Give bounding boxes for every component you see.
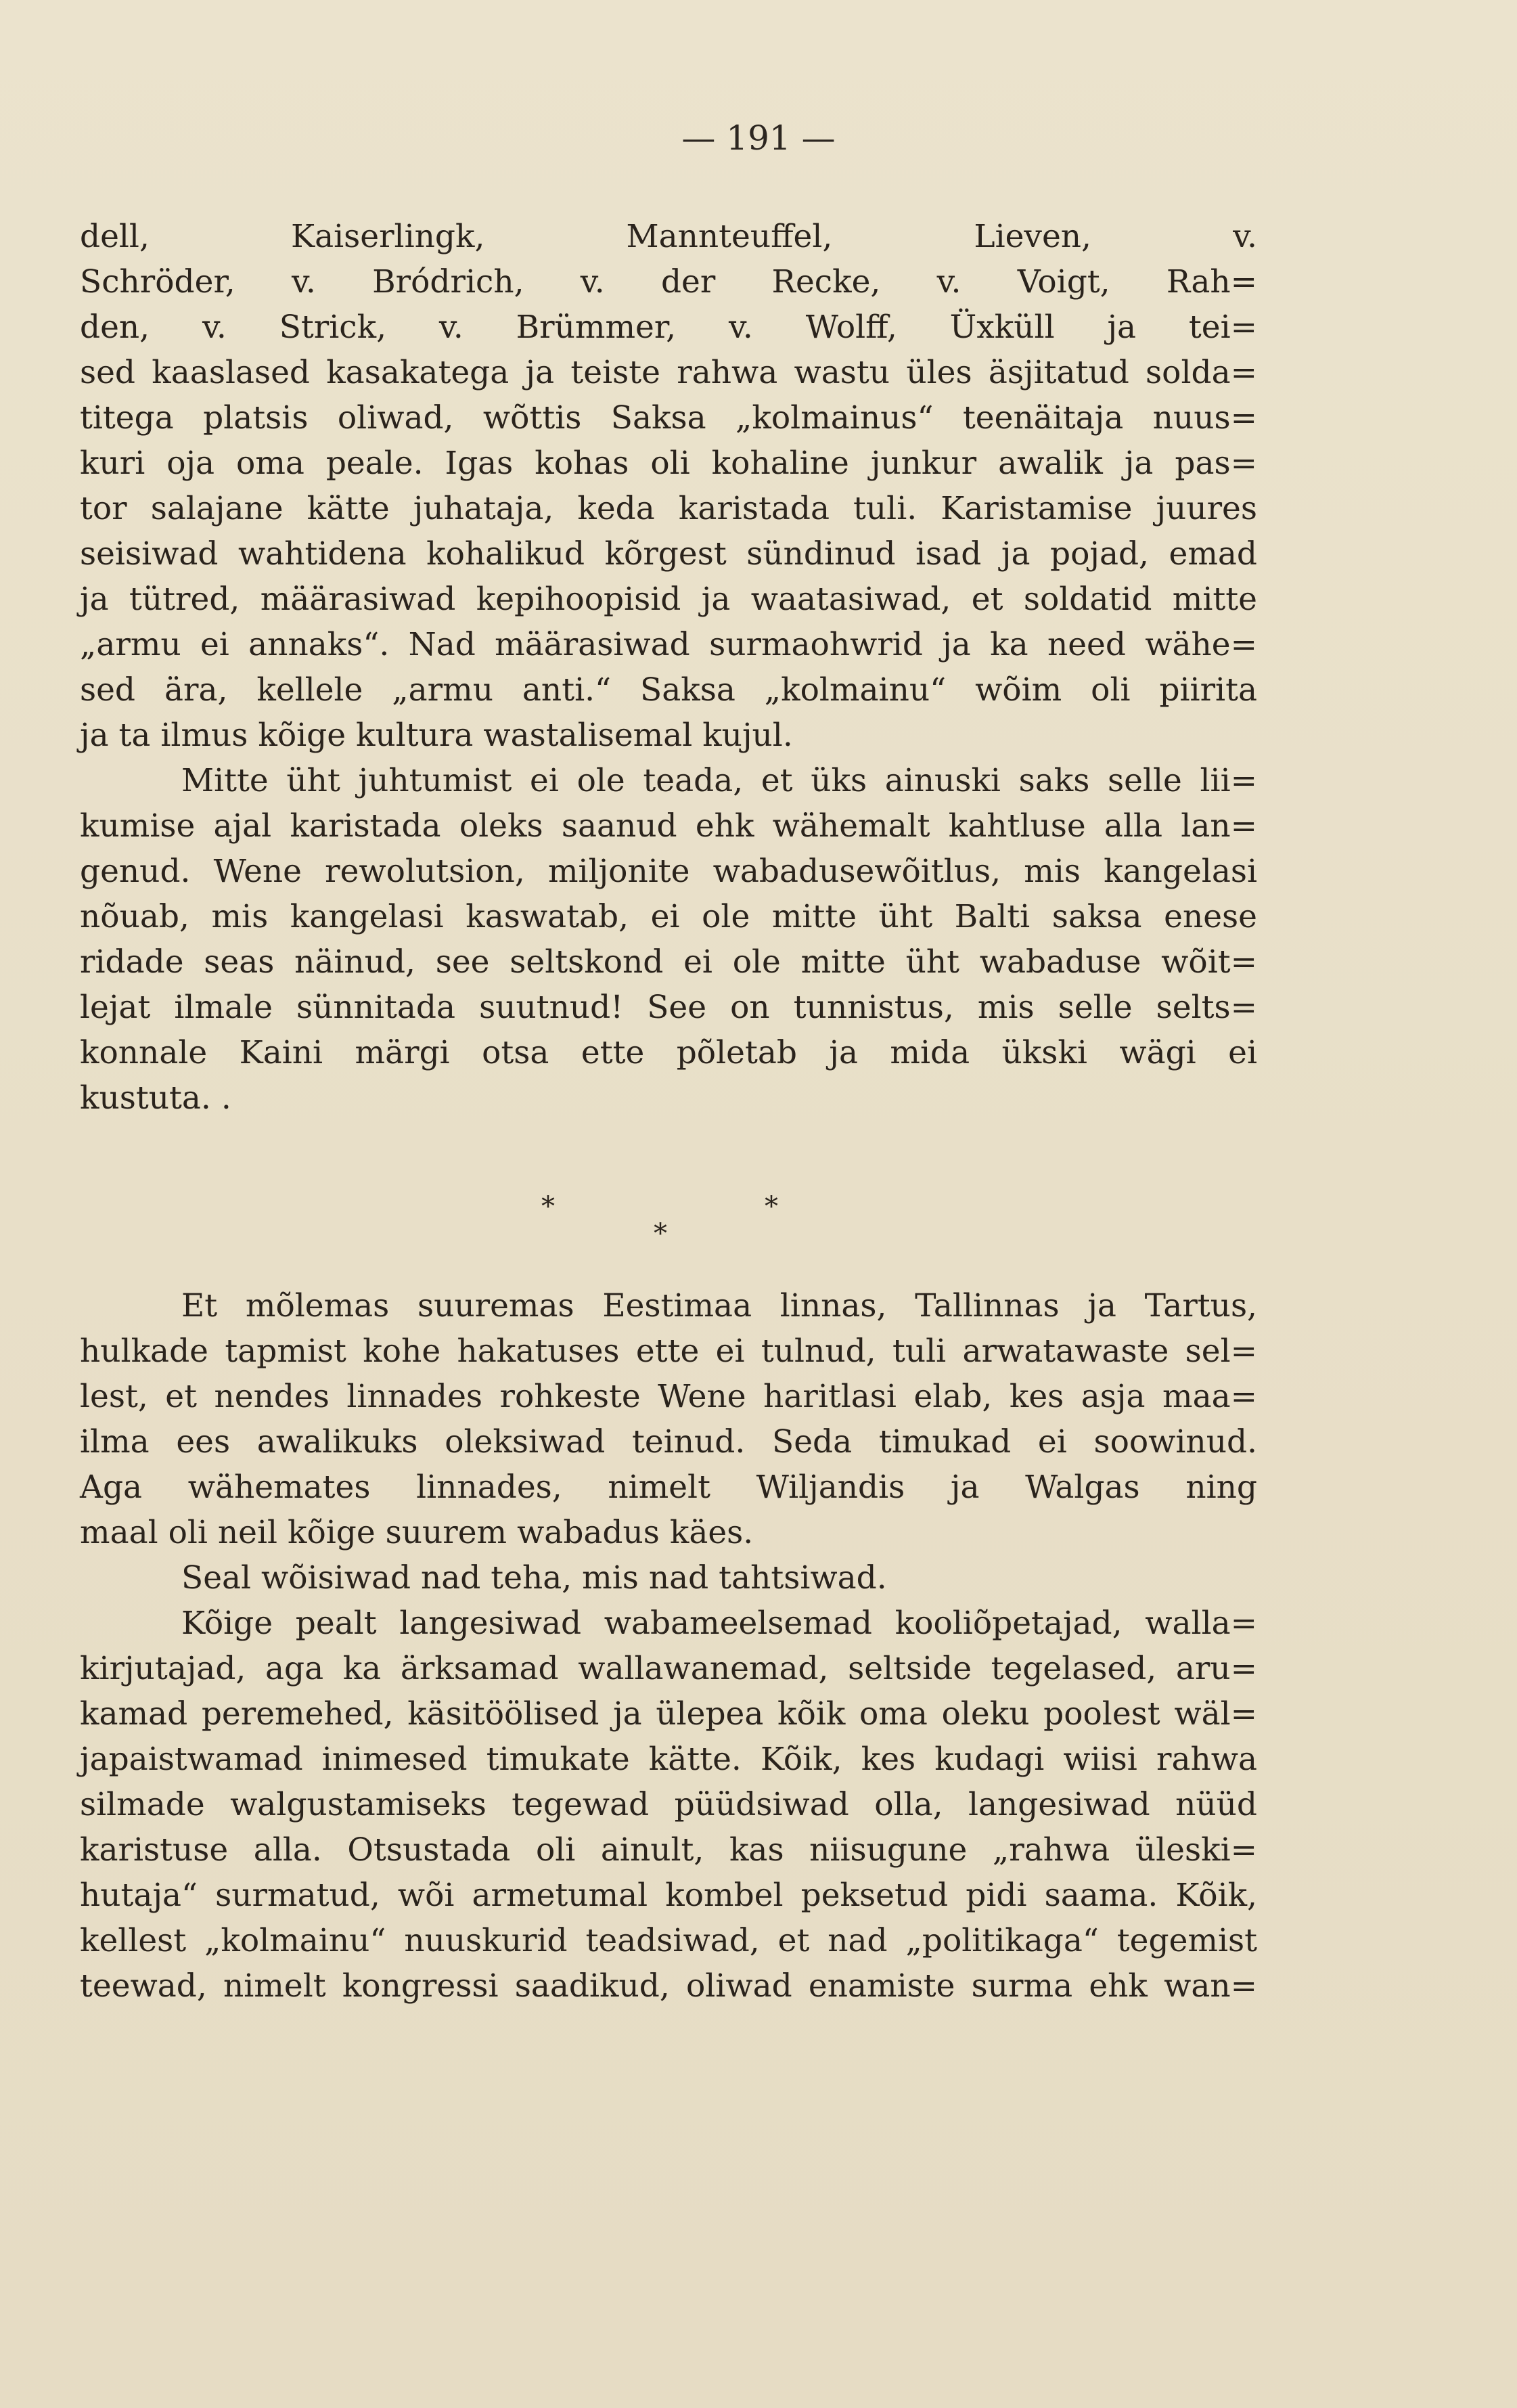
text-line: teewad, nimelt kongressi saadikud, oliwad enamiste surma ehk wan= <box>80 1967 1257 2005</box>
text-line: Et mõlemas suuremas Eestimaa linnas, Tallinnas ja Tartus, <box>181 1287 1257 1324</box>
section-separator <box>0 1191 1517 1252</box>
text-line: lejat ilmale sünnitada suutnud! See on tunnistus, mis selle selts= <box>80 989 1257 1026</box>
text-line: sed ära, kellele „armu anti.“ Saksa „kolmainu“ wõim oli piirita <box>80 671 1257 709</box>
text-line: ja tütred, määrasiwad kepihoopisid ja waatasiwad, et soldatid mitte <box>80 581 1257 618</box>
text-line: tor salajane kätte juhataja, keda karistada tuli. Karistamise juures <box>80 490 1257 527</box>
text-line: hutaja“ surmatud, wõi armetumal kombel peksetud pidi saama. Kõik, <box>80 1877 1257 1914</box>
text-line: Seal wõisiwad nad teha, mis nad tahtsiwad. <box>181 1559 887 1597</box>
text-line: Schröder, v. Bródrich, v. der Recke, v. Voigt, Rah= <box>80 263 1257 300</box>
text-line: hulkade tapmist kohe hakatuses ette ei tulnud, tuli arwatawaste sel= <box>80 1333 1257 1370</box>
text-line: karistuse alla. Otsustada oli ainult, kas niisugune „rahwa üleski= <box>80 1831 1257 1869</box>
text-line: titega platsis oliwad, wõttis Saksa „kolmainus“ teenäitaja nuus= <box>80 399 1257 437</box>
text-line: seisiwad wahtidena kohalikud kõrgest sündinud isad ja pojad, emad <box>80 535 1257 573</box>
text-line: ridade seas näinud, see seltskond ei ole mitte üht wabaduse wõit= <box>80 943 1257 981</box>
text-line: kamad peremehed, käsitöölised ja ülepea kõik oma oleku poolest wäl= <box>80 1695 1257 1733</box>
text-line: dell, Kaiserlingk, Mannteuffel, Lieven, v. <box>80 218 1257 255</box>
text-line: nõuab, mis kangelasi kaswatab, ei ole mitte üht Balti saksa enese <box>80 898 1257 935</box>
text-line: ja ta ilmus kõige kultura wastalisemal kujul. <box>80 717 793 754</box>
page-number: — 191 — <box>681 118 836 158</box>
text-line: kuri oja oma peale. Igas kohas oli kohaline junkur awalik ja pas= <box>80 445 1257 482</box>
asterisk: * <box>654 1218 667 1249</box>
text-line: konnale Kaini märgi otsa ette põletab ja mida ükski wägi ei <box>80 1034 1257 1071</box>
text-line: genud. Wene rewolutsion, miljonite wabadusewõitlus, mis kangelasi <box>80 853 1257 890</box>
text-line: „armu ei annaks“. Nad määrasiwad surmaohwrid ja ka need wähe= <box>80 626 1257 663</box>
text-line: lest, et nendes linnades rohkeste Wene haritlasi elab, kes asja maa= <box>80 1378 1257 1415</box>
text-line: japaistwamad inimesed timukate kätte. Kõik, kes kudagi wiisi rahwa <box>80 1741 1257 1778</box>
text-line: silmade walgustamiseks tegewad püüdsiwad olla, langesiwad nüüd <box>80 1786 1257 1823</box>
text-line: Aga wähemates linnades, nimelt Wiljandis ja Walgas ning <box>80 1469 1257 1506</box>
paragraph-block-top <box>80 214 1257 1121</box>
text-line: kumise ajal karistada oleks saanud ehk wähemalt kahtluse alla lan= <box>80 807 1257 845</box>
text-line: sed kaaslased kasakatega ja teiste rahwa wastu üles äsjitatud solda= <box>80 354 1257 391</box>
text-line: maal oli neil kõige suurem wabadus käes. <box>80 1514 754 1551</box>
text-line: kustuta. . <box>80 1079 231 1117</box>
text-line: Mitte üht juhtumist ei ole teada, et üks ainuski saks selle lii= <box>181 762 1257 799</box>
text-line: Kõige pealt langesiwad wabameelsemad kooliõpetajad, walla= <box>181 1605 1257 1642</box>
asterisk: * <box>541 1191 555 1222</box>
text-line: den, v. Strick, v. Brümmer, v. Wolff, Üxküll ja tei= <box>80 309 1257 346</box>
text-line: ilma ees awalikuks oleksiwad teinud. Seda timukad ei soowinud. <box>80 1423 1257 1461</box>
asterisk: * <box>765 1191 778 1222</box>
text-line: kirjutajad, aga ka ärksamad wallawanemad, seltside tegelased, aru= <box>80 1650 1257 1687</box>
text-line: kellest „kolmainu“ nuuskurid teadsiwad, et nad „politikaga“ tegemist <box>80 1922 1257 1959</box>
paragraph-block-bottom <box>80 1283 1257 2009</box>
